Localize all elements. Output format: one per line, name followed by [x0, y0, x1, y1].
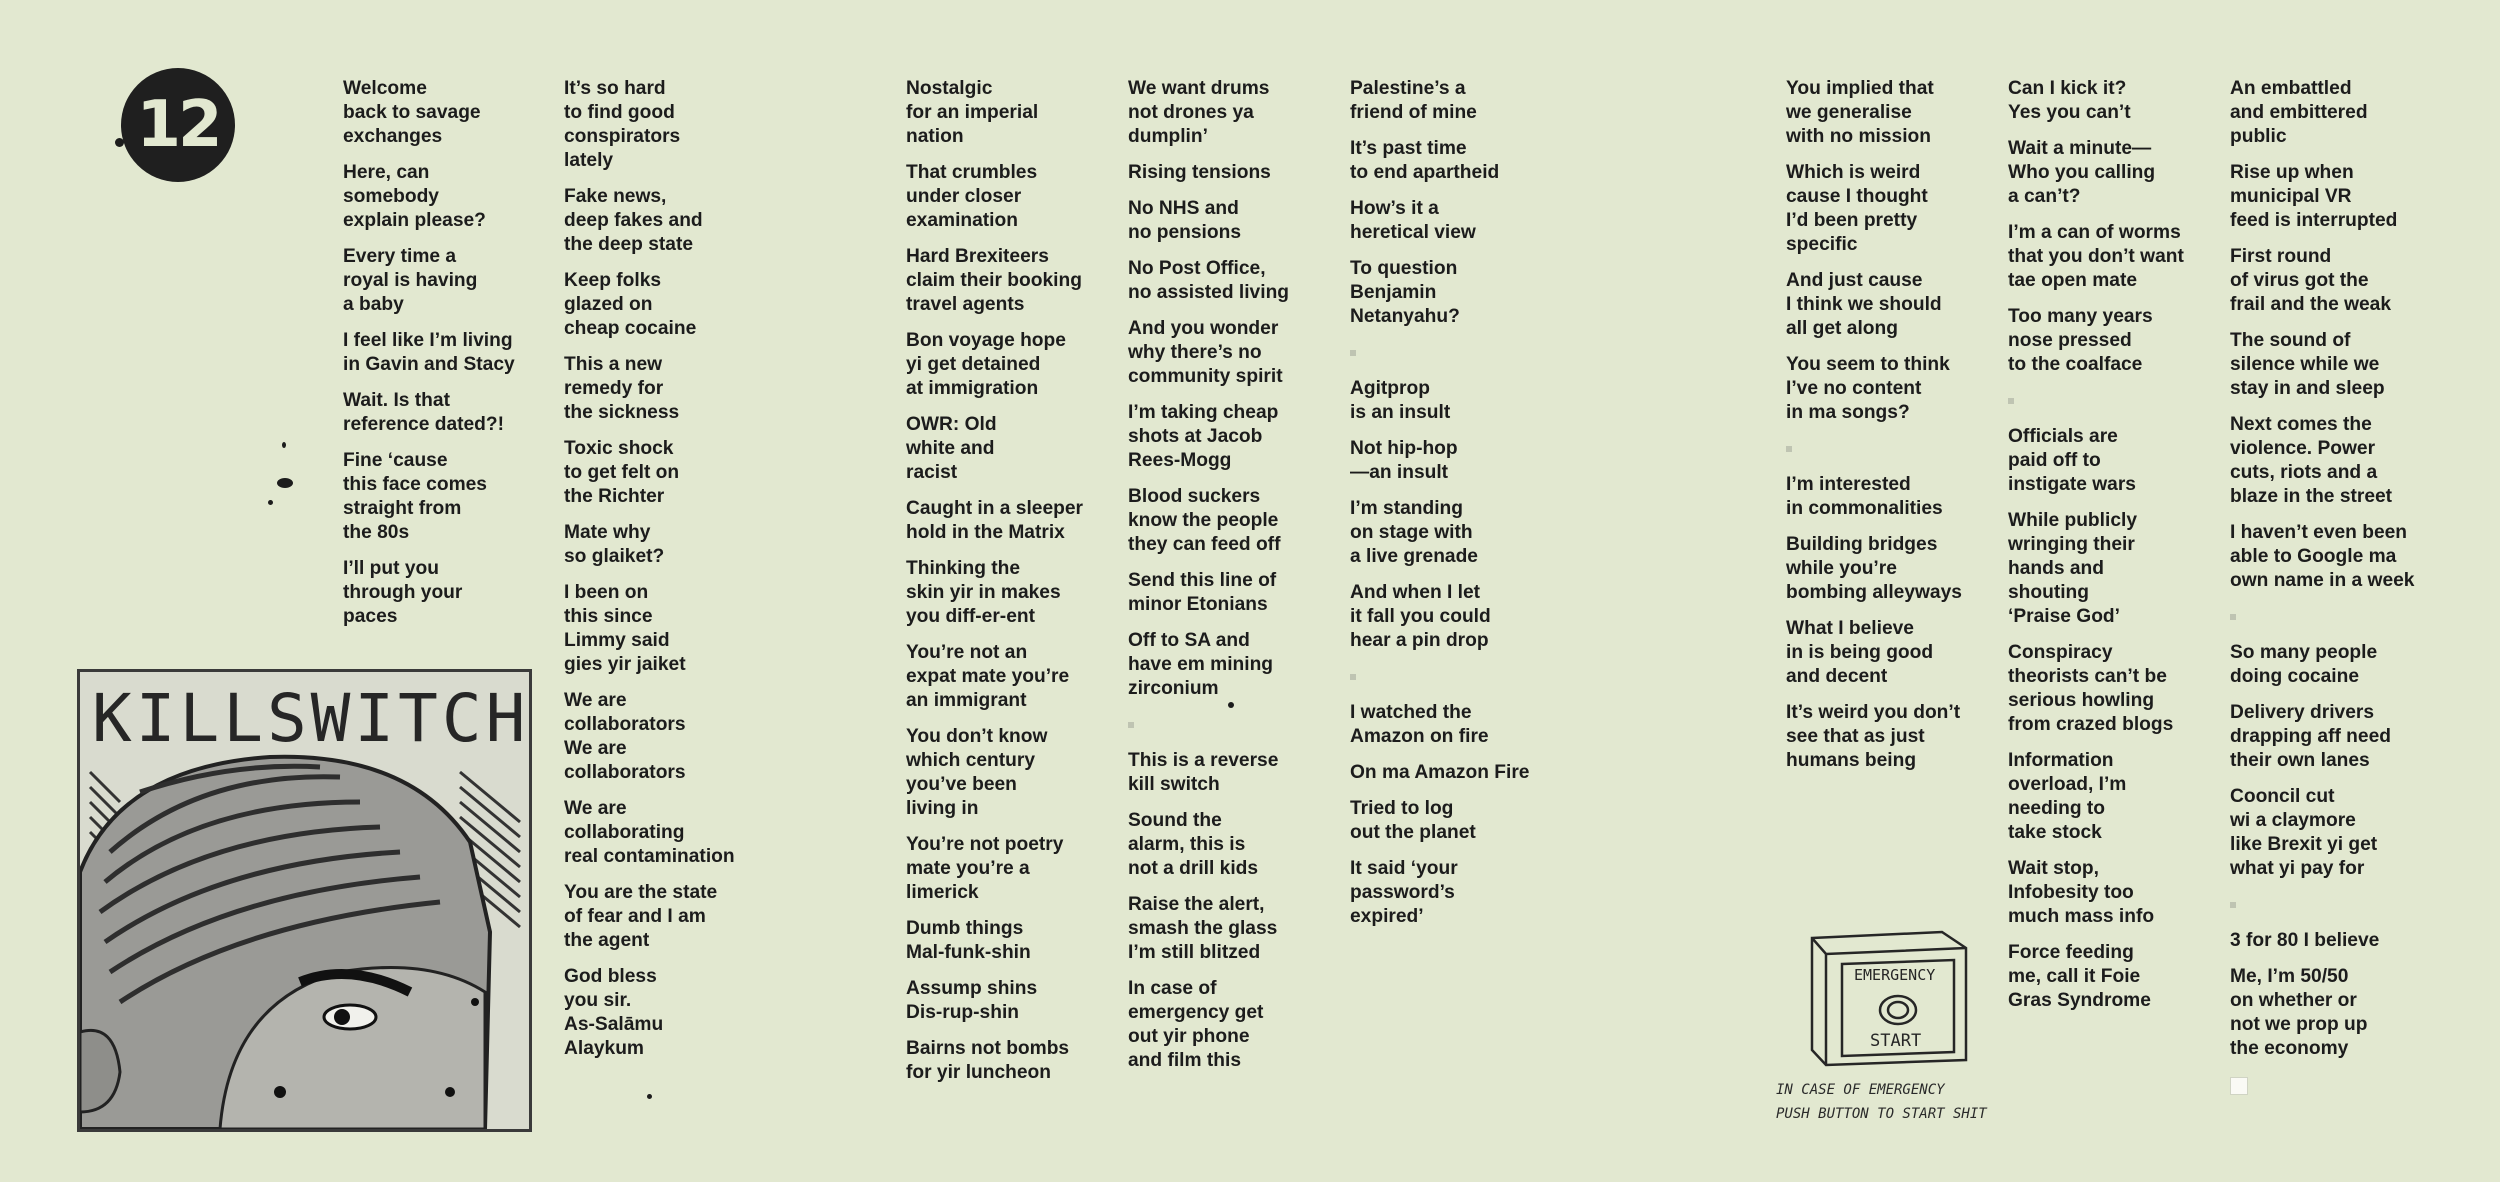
stanza-separator	[1786, 437, 2026, 461]
ink-splatter	[268, 500, 273, 505]
stanza: Bon voyage hope yi get detained at immigration	[906, 330, 1066, 399]
stanza: Toxic shock to get felt on the Richter	[564, 438, 680, 507]
stanza: Wait a minute— Who you calling a can’t?	[2008, 138, 2156, 207]
stanza: I’m standing on stage with a live grenade	[1350, 498, 1478, 567]
stanza: Next comes the violence. Power cuts, riots and a blaze in the street	[2230, 414, 2393, 507]
stanza: Officials are paid off to instigate wars	[2008, 426, 2136, 495]
stanza: Wait. Is that reference dated?!	[343, 390, 505, 435]
poem-column-8	[2230, 77, 2470, 1109]
stanza: OWR: Old white and racist	[906, 414, 997, 483]
stanza: Palestine’s a friend of mine	[1350, 78, 1477, 123]
poem-column-3	[906, 77, 1146, 1097]
stanza: Wait stop, Infobesity too much mass info	[2008, 858, 2155, 927]
box-label-top: EMERGENCY	[1854, 966, 1936, 984]
stanza: Nostalgic for an imperial nation	[906, 78, 1039, 147]
stanza-separator	[1350, 665, 1590, 689]
stanza: You’re not an expat mate you’re an immigrant	[906, 642, 1070, 711]
stanza: Tried to log out the planet	[1350, 798, 1476, 843]
stanza-separator	[1350, 341, 1590, 365]
stanza: You are the state of fear and I am the agent	[564, 882, 718, 951]
emergency-caption: IN CASE OF EMERGENCY PUSH BUTTON TO START SHIT	[1776, 1082, 1987, 1122]
stanza: Dumb things Mal-funk-shin	[906, 918, 1031, 963]
killswitch-poster	[77, 669, 532, 1132]
stanza: And just cause I think we should all get along	[1786, 270, 1942, 339]
ink-splatter	[277, 478, 293, 488]
stanza: You seem to think I’ve no content in ma songs?	[1786, 354, 1950, 423]
stanza: I haven’t even been able to Google ma own name in a week	[2230, 522, 2415, 591]
stanza: Delivery drivers drapping aff need their own lanes	[2230, 702, 2391, 771]
stanza: We are collaborating real contamination	[564, 798, 735, 867]
end-mark	[2230, 1073, 2470, 1097]
stanza: Caught in a sleeper hold in the Matrix	[906, 498, 1083, 543]
stanza: An embattled and embittered public	[2230, 78, 2368, 147]
stanza: No Post Office, no assisted living	[1128, 258, 1290, 303]
stanza: Raise the alert, smash the glass I’m still blitzed	[1128, 894, 1278, 963]
stanza: On ma Amazon Fire	[1350, 762, 1530, 783]
stanza: Me, I’m 50/50 on whether or not we prop up the economy	[2230, 966, 2368, 1059]
stanza: I feel like I’m living in Gavin and Stacy	[343, 330, 515, 375]
stanza: The sound of silence while we stay in and sleep	[2230, 330, 2385, 399]
box-label-bottom: START	[1870, 1031, 1922, 1051]
stanza: Which is weird cause I thought I’d been pretty specific	[1786, 162, 1928, 255]
stanza: It’s so hard to find good conspirators lately	[564, 78, 681, 171]
stanza: This a new remedy for the sickness	[564, 354, 680, 423]
ink-splatter	[647, 1094, 652, 1099]
stanza: Can I kick it? Yes you can’t	[2008, 78, 2131, 123]
ink-splatter	[282, 442, 286, 448]
stanza: Hard Brexiteers claim their booking travel agents	[906, 246, 1082, 315]
stanza: Thinking the skin yir in makes you diff-er-ent	[906, 558, 1061, 627]
poem-column-6	[1786, 77, 2026, 785]
stanza: God bless you sir. As-Salāmu Alaykum	[564, 966, 664, 1059]
stanza: It’s weird you don’t see that as just humans being	[1786, 702, 1961, 771]
stanza: How’s it a heretical view	[1350, 198, 1476, 243]
pupil	[334, 1009, 350, 1025]
ink-spot	[274, 1086, 286, 1098]
stanza: You don’t know which century you’ve been living in	[906, 726, 1048, 819]
stanza: I’m taking cheap shots at Jacob Rees-Mogg	[1128, 402, 1279, 471]
stanza: Information overload, I’m needing to take stock	[2008, 750, 2127, 843]
stanza: So many people doing cocaine	[2230, 642, 2378, 687]
stanza: And when I let it fall you could hear a pin drop	[1350, 582, 1491, 651]
stanza: Assump shins Dis-rup-shin	[906, 978, 1038, 1023]
stanza: Mate why so glaiket?	[564, 522, 665, 567]
poem-column-4	[1128, 77, 1368, 1085]
stanza: Here, can somebody explain please?	[343, 162, 486, 231]
stanza: We are collaborators We are collaborators	[564, 690, 686, 783]
stanza: 3 for 80 I believe	[2230, 930, 2380, 951]
stanza: Keep folks glazed on cheap cocaine	[564, 270, 697, 339]
stanza: Send this line of minor Etonians	[1128, 570, 1277, 615]
stanza-separator	[2008, 389, 2248, 413]
stanza: We want drums not drones ya dumplin’	[1128, 78, 1270, 147]
stanza: Off to SA and have em mining zirconium	[1128, 630, 1274, 699]
stanza: Too many years nose pressed to the coalface	[2008, 306, 2153, 375]
stanza: Bairns not bombs for yir luncheon	[906, 1038, 1070, 1083]
stanza: Blood suckers know the people they can feed off	[1128, 486, 1281, 555]
stanza: Fake news, deep fakes and the deep state	[564, 186, 703, 255]
stanza: Not hip-hop —an insult	[1350, 438, 1458, 483]
stanza: I’m interested in commonalities	[1786, 474, 1943, 519]
poem-column-5	[1350, 77, 1590, 941]
stanza: Cooncil cut wi a claymore like Brexit yi get what yi pay for	[2230, 786, 2378, 879]
stanza: What I believe in is being good and decent	[1786, 618, 1934, 687]
ink-spot	[445, 1087, 455, 1097]
stanza: Building bridges while you’re bombing alleyways	[1786, 534, 1962, 603]
poem-column-7	[2008, 77, 2248, 1025]
stanza: While publicly wringing their hands and shouting ‘Praise God’	[2008, 510, 2137, 627]
stanza: Conspiracy theorists can’t be serious howling from crazed blogs	[2008, 642, 2174, 735]
stanza: I been on this since Limmy said gies yir jaiket	[564, 582, 686, 675]
stanza: I’ll put you through your paces	[343, 558, 463, 627]
stanza: First round of virus got the frail and the weak	[2230, 246, 2392, 315]
stanza: Sound the alarm, this is not a drill kids	[1128, 810, 1259, 879]
stanza: Fine ‘cause this face comes straight from the 80s	[343, 450, 487, 543]
stanza: You’re not poetry mate you’re a limerick	[906, 834, 1064, 903]
stanza: You implied that we generalise with no mission	[1786, 78, 1934, 147]
poem-column-2	[564, 77, 804, 1073]
stanza: No NHS and no pensions	[1128, 198, 1241, 243]
poster-title: KILLSWITCH	[92, 680, 530, 757]
stanza: I watched the Amazon on fire	[1350, 702, 1489, 747]
stanza: Rise up when municipal VR feed is interrupted	[2230, 162, 2398, 231]
ink-spot	[471, 998, 479, 1006]
poem-column-1	[343, 77, 583, 641]
stanza: This is a reverse kill switch	[1128, 750, 1279, 795]
stanza-separator	[2230, 893, 2470, 917]
page-number: 12	[136, 88, 220, 162]
stanza: Rising tensions	[1128, 162, 1271, 183]
stanza: I’m a can of worms that you don’t want tae open mate	[2008, 222, 2184, 291]
stanza: It’s past time to end apartheid	[1350, 138, 1500, 183]
stanza: Every time a royal is having a baby	[343, 246, 478, 315]
stanza: Force feeding me, call it Foie Gras Syndrome	[2008, 942, 2151, 1011]
stanza: It said ‘your password’s expired’	[1350, 858, 1458, 927]
emergency-start-box	[1770, 920, 2010, 1070]
ink-splatter	[115, 138, 124, 147]
stanza-separator	[2230, 605, 2470, 629]
stanza-separator	[1128, 713, 1368, 737]
stanza: That crumbles under closer examination	[906, 162, 1038, 231]
stanza: To question Benjamin Netanyahu?	[1350, 258, 1460, 327]
stanza: Agitprop is an insult	[1350, 378, 1451, 423]
stanza: In case of emergency get out yir phone and film this	[1128, 978, 1264, 1071]
stanza: And you wonder why there’s no community spirit	[1128, 318, 1283, 387]
stanza: Welcome back to savage exchanges	[343, 78, 481, 147]
page-number-badge	[121, 68, 235, 182]
